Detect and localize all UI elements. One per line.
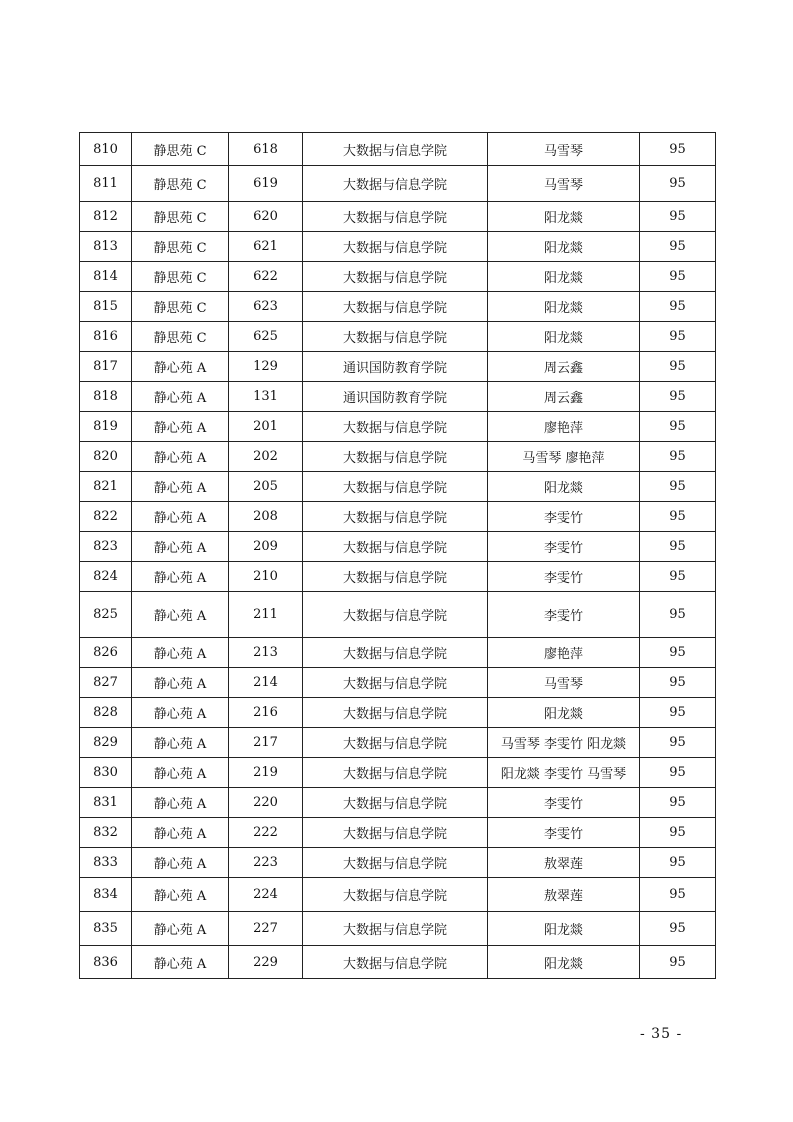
- score-value-cell: 95: [640, 562, 716, 592]
- row-number-cell: 825: [80, 592, 132, 638]
- building-name-cell: 静心苑 A: [132, 352, 229, 382]
- college-name-cell: 大数据与信息学院: [303, 638, 488, 668]
- room-number-cell: 205: [229, 472, 303, 502]
- row-number-cell: 817: [80, 352, 132, 382]
- college-name-cell: 大数据与信息学院: [303, 412, 488, 442]
- score-value-cell: 95: [640, 412, 716, 442]
- room-number-cell: 223: [229, 848, 303, 878]
- score-value-cell: 95: [640, 698, 716, 728]
- staff-names-cell: 阳龙燚: [488, 698, 640, 728]
- building-name-cell: 静心苑 A: [132, 878, 229, 912]
- college-name-cell: 大数据与信息学院: [303, 758, 488, 788]
- college-name-cell: 大数据与信息学院: [303, 202, 488, 232]
- room-number-cell: 211: [229, 592, 303, 638]
- table-row: [80, 592, 716, 638]
- staff-names-cell: 廖艳萍: [488, 638, 640, 668]
- college-name-cell: 大数据与信息学院: [303, 232, 488, 262]
- row-number-cell: 820: [80, 442, 132, 472]
- room-number-cell: 209: [229, 532, 303, 562]
- college-name-cell: 大数据与信息学院: [303, 698, 488, 728]
- row-number-cell: 830: [80, 758, 132, 788]
- staff-names-cell: 阳龙燚: [488, 472, 640, 502]
- table-row: [80, 668, 716, 698]
- score-value-cell: 95: [640, 352, 716, 382]
- college-name-cell: 大数据与信息学院: [303, 502, 488, 532]
- row-number-cell: 835: [80, 912, 132, 946]
- row-number-cell: 810: [80, 133, 132, 166]
- staff-names-cell: 阳龙燚: [488, 946, 640, 979]
- score-value-cell: 95: [640, 262, 716, 292]
- row-number-cell: 815: [80, 292, 132, 322]
- college-name-cell: 大数据与信息学院: [303, 472, 488, 502]
- table-row: [80, 728, 716, 758]
- table-row: [80, 562, 716, 592]
- room-number-cell: 216: [229, 698, 303, 728]
- college-name-cell: 大数据与信息学院: [303, 442, 488, 472]
- building-name-cell: 静心苑 A: [132, 728, 229, 758]
- building-name-cell: 静心苑 A: [132, 638, 229, 668]
- room-number-cell: 208: [229, 502, 303, 532]
- dorm-score-table: [79, 132, 715, 979]
- score-value-cell: 95: [640, 818, 716, 848]
- room-number-cell: 214: [229, 668, 303, 698]
- room-number-cell: 619: [229, 166, 303, 202]
- building-name-cell: 静心苑 A: [132, 472, 229, 502]
- score-value-cell: 95: [640, 878, 716, 912]
- building-name-cell: 静思苑 C: [132, 322, 229, 352]
- building-name-cell: 静心苑 A: [132, 788, 229, 818]
- score-value-cell: 95: [640, 788, 716, 818]
- staff-names-cell: 李雯竹: [488, 502, 640, 532]
- staff-names-cell: 周云鑫: [488, 352, 640, 382]
- table-row: [80, 412, 716, 442]
- score-value-cell: 95: [640, 638, 716, 668]
- row-number-cell: 819: [80, 412, 132, 442]
- score-value-cell: 95: [640, 848, 716, 878]
- score-value-cell: 95: [640, 133, 716, 166]
- room-number-cell: 227: [229, 912, 303, 946]
- table-row: [80, 292, 716, 322]
- room-number-cell: 129: [229, 352, 303, 382]
- score-value-cell: 95: [640, 472, 716, 502]
- staff-names-cell: 敖翠莲: [488, 848, 640, 878]
- table-row: [80, 262, 716, 292]
- score-value-cell: 95: [640, 442, 716, 472]
- college-name-cell: 大数据与信息学院: [303, 292, 488, 322]
- room-number-cell: 623: [229, 292, 303, 322]
- room-number-cell: 625: [229, 322, 303, 352]
- building-name-cell: 静心苑 A: [132, 848, 229, 878]
- staff-names-cell: 李雯竹: [488, 592, 640, 638]
- row-number-cell: 818: [80, 382, 132, 412]
- building-name-cell: 静思苑 C: [132, 166, 229, 202]
- building-name-cell: 静心苑 A: [132, 412, 229, 442]
- room-number-cell: 622: [229, 262, 303, 292]
- row-number-cell: 822: [80, 502, 132, 532]
- row-number-cell: 816: [80, 322, 132, 352]
- score-value-cell: 95: [640, 202, 716, 232]
- room-number-cell: 620: [229, 202, 303, 232]
- building-name-cell: 静心苑 A: [132, 562, 229, 592]
- building-name-cell: 静心苑 A: [132, 912, 229, 946]
- table-row: [80, 232, 716, 262]
- room-number-cell: 621: [229, 232, 303, 262]
- row-number-cell: 827: [80, 668, 132, 698]
- building-name-cell: 静思苑 C: [132, 202, 229, 232]
- college-name-cell: 大数据与信息学院: [303, 728, 488, 758]
- score-value-cell: 95: [640, 728, 716, 758]
- score-value-cell: 95: [640, 322, 716, 352]
- staff-names-cell: 马雪琴: [488, 166, 640, 202]
- room-number-cell: 213: [229, 638, 303, 668]
- college-name-cell: 通识国防教育学院: [303, 382, 488, 412]
- college-name-cell: 大数据与信息学院: [303, 788, 488, 818]
- staff-names-cell: 阳龙燚: [488, 912, 640, 946]
- table-row: [80, 442, 716, 472]
- college-name-cell: 大数据与信息学院: [303, 912, 488, 946]
- college-name-cell: 大数据与信息学院: [303, 166, 488, 202]
- room-number-cell: 210: [229, 562, 303, 592]
- room-number-cell: 131: [229, 382, 303, 412]
- table-row: [80, 758, 716, 788]
- room-number-cell: 222: [229, 818, 303, 848]
- staff-names-cell: 阳龙燚: [488, 262, 640, 292]
- page-number: - 35 -: [640, 1026, 683, 1042]
- staff-names-cell: 马雪琴 李雯竹 阳龙燚: [488, 728, 640, 758]
- staff-names-cell: 李雯竹: [488, 532, 640, 562]
- staff-names-cell: 周云鑫: [488, 382, 640, 412]
- table-row: [80, 166, 716, 202]
- building-name-cell: 静心苑 A: [132, 442, 229, 472]
- building-name-cell: 静思苑 C: [132, 262, 229, 292]
- table-row: [80, 502, 716, 532]
- room-number-cell: 618: [229, 133, 303, 166]
- row-number-cell: 829: [80, 728, 132, 758]
- college-name-cell: 大数据与信息学院: [303, 946, 488, 979]
- row-number-cell: 836: [80, 946, 132, 979]
- table-row: [80, 133, 716, 166]
- building-name-cell: 静心苑 A: [132, 946, 229, 979]
- table-row: [80, 532, 716, 562]
- score-value-cell: 95: [640, 946, 716, 979]
- staff-names-cell: 阳龙燚: [488, 322, 640, 352]
- row-number-cell: 811: [80, 166, 132, 202]
- room-number-cell: 219: [229, 758, 303, 788]
- staff-names-cell: 李雯竹: [488, 818, 640, 848]
- table-row: [80, 698, 716, 728]
- college-name-cell: 大数据与信息学院: [303, 532, 488, 562]
- table-row: [80, 818, 716, 848]
- row-number-cell: 813: [80, 232, 132, 262]
- staff-names-cell: 阳龙燚: [488, 292, 640, 322]
- score-value-cell: 95: [640, 382, 716, 412]
- score-value-cell: 95: [640, 502, 716, 532]
- row-number-cell: 831: [80, 788, 132, 818]
- building-name-cell: 静心苑 A: [132, 758, 229, 788]
- score-value-cell: 95: [640, 592, 716, 638]
- staff-names-cell: 廖艳萍: [488, 412, 640, 442]
- college-name-cell: 大数据与信息学院: [303, 668, 488, 698]
- score-value-cell: 95: [640, 532, 716, 562]
- staff-names-cell: 马雪琴: [488, 668, 640, 698]
- staff-names-cell: 阳龙燚: [488, 202, 640, 232]
- row-number-cell: 814: [80, 262, 132, 292]
- row-number-cell: 823: [80, 532, 132, 562]
- staff-names-cell: 阳龙燚 李雯竹 马雪琴: [488, 758, 640, 788]
- college-name-cell: 大数据与信息学院: [303, 878, 488, 912]
- college-name-cell: 大数据与信息学院: [303, 322, 488, 352]
- college-name-cell: 大数据与信息学院: [303, 848, 488, 878]
- table-row: [80, 946, 716, 979]
- staff-names-cell: 马雪琴: [488, 133, 640, 166]
- table-row: [80, 382, 716, 412]
- staff-names-cell: 阳龙燚: [488, 232, 640, 262]
- room-number-cell: 201: [229, 412, 303, 442]
- table-row: [80, 848, 716, 878]
- building-name-cell: 静心苑 A: [132, 698, 229, 728]
- row-number-cell: 821: [80, 472, 132, 502]
- college-name-cell: 大数据与信息学院: [303, 133, 488, 166]
- score-value-cell: 95: [640, 166, 716, 202]
- score-value-cell: 95: [640, 758, 716, 788]
- table-row: [80, 878, 716, 912]
- college-name-cell: 大数据与信息学院: [303, 562, 488, 592]
- building-name-cell: 静心苑 A: [132, 818, 229, 848]
- row-number-cell: 832: [80, 818, 132, 848]
- staff-names-cell: 李雯竹: [488, 562, 640, 592]
- row-number-cell: 824: [80, 562, 132, 592]
- table-row: [80, 638, 716, 668]
- building-name-cell: 静心苑 A: [132, 532, 229, 562]
- room-number-cell: 202: [229, 442, 303, 472]
- row-number-cell: 826: [80, 638, 132, 668]
- table-body: [80, 133, 716, 979]
- staff-names-cell: 马雪琴 廖艳萍: [488, 442, 640, 472]
- table-row: [80, 912, 716, 946]
- room-number-cell: 224: [229, 878, 303, 912]
- building-name-cell: 静思苑 C: [132, 232, 229, 262]
- table-row: [80, 788, 716, 818]
- room-number-cell: 217: [229, 728, 303, 758]
- score-value-cell: 95: [640, 232, 716, 262]
- college-name-cell: 大数据与信息学院: [303, 262, 488, 292]
- building-name-cell: 静思苑 C: [132, 133, 229, 166]
- table-row: [80, 322, 716, 352]
- college-name-cell: 大数据与信息学院: [303, 818, 488, 848]
- row-number-cell: 812: [80, 202, 132, 232]
- score-value-cell: 95: [640, 668, 716, 698]
- row-number-cell: 828: [80, 698, 132, 728]
- staff-names-cell: 李雯竹: [488, 788, 640, 818]
- building-name-cell: 静心苑 A: [132, 502, 229, 532]
- building-name-cell: 静心苑 A: [132, 592, 229, 638]
- row-number-cell: 833: [80, 848, 132, 878]
- table-row: [80, 202, 716, 232]
- building-name-cell: 静心苑 A: [132, 382, 229, 412]
- college-name-cell: 大数据与信息学院: [303, 592, 488, 638]
- row-number-cell: 834: [80, 878, 132, 912]
- staff-names-cell: 敖翠莲: [488, 878, 640, 912]
- table-row: [80, 472, 716, 502]
- building-name-cell: 静心苑 A: [132, 668, 229, 698]
- college-name-cell: 通识国防教育学院: [303, 352, 488, 382]
- score-value-cell: 95: [640, 912, 716, 946]
- table-row: [80, 352, 716, 382]
- score-value-cell: 95: [640, 292, 716, 322]
- building-name-cell: 静思苑 C: [132, 292, 229, 322]
- room-number-cell: 220: [229, 788, 303, 818]
- room-number-cell: 229: [229, 946, 303, 979]
